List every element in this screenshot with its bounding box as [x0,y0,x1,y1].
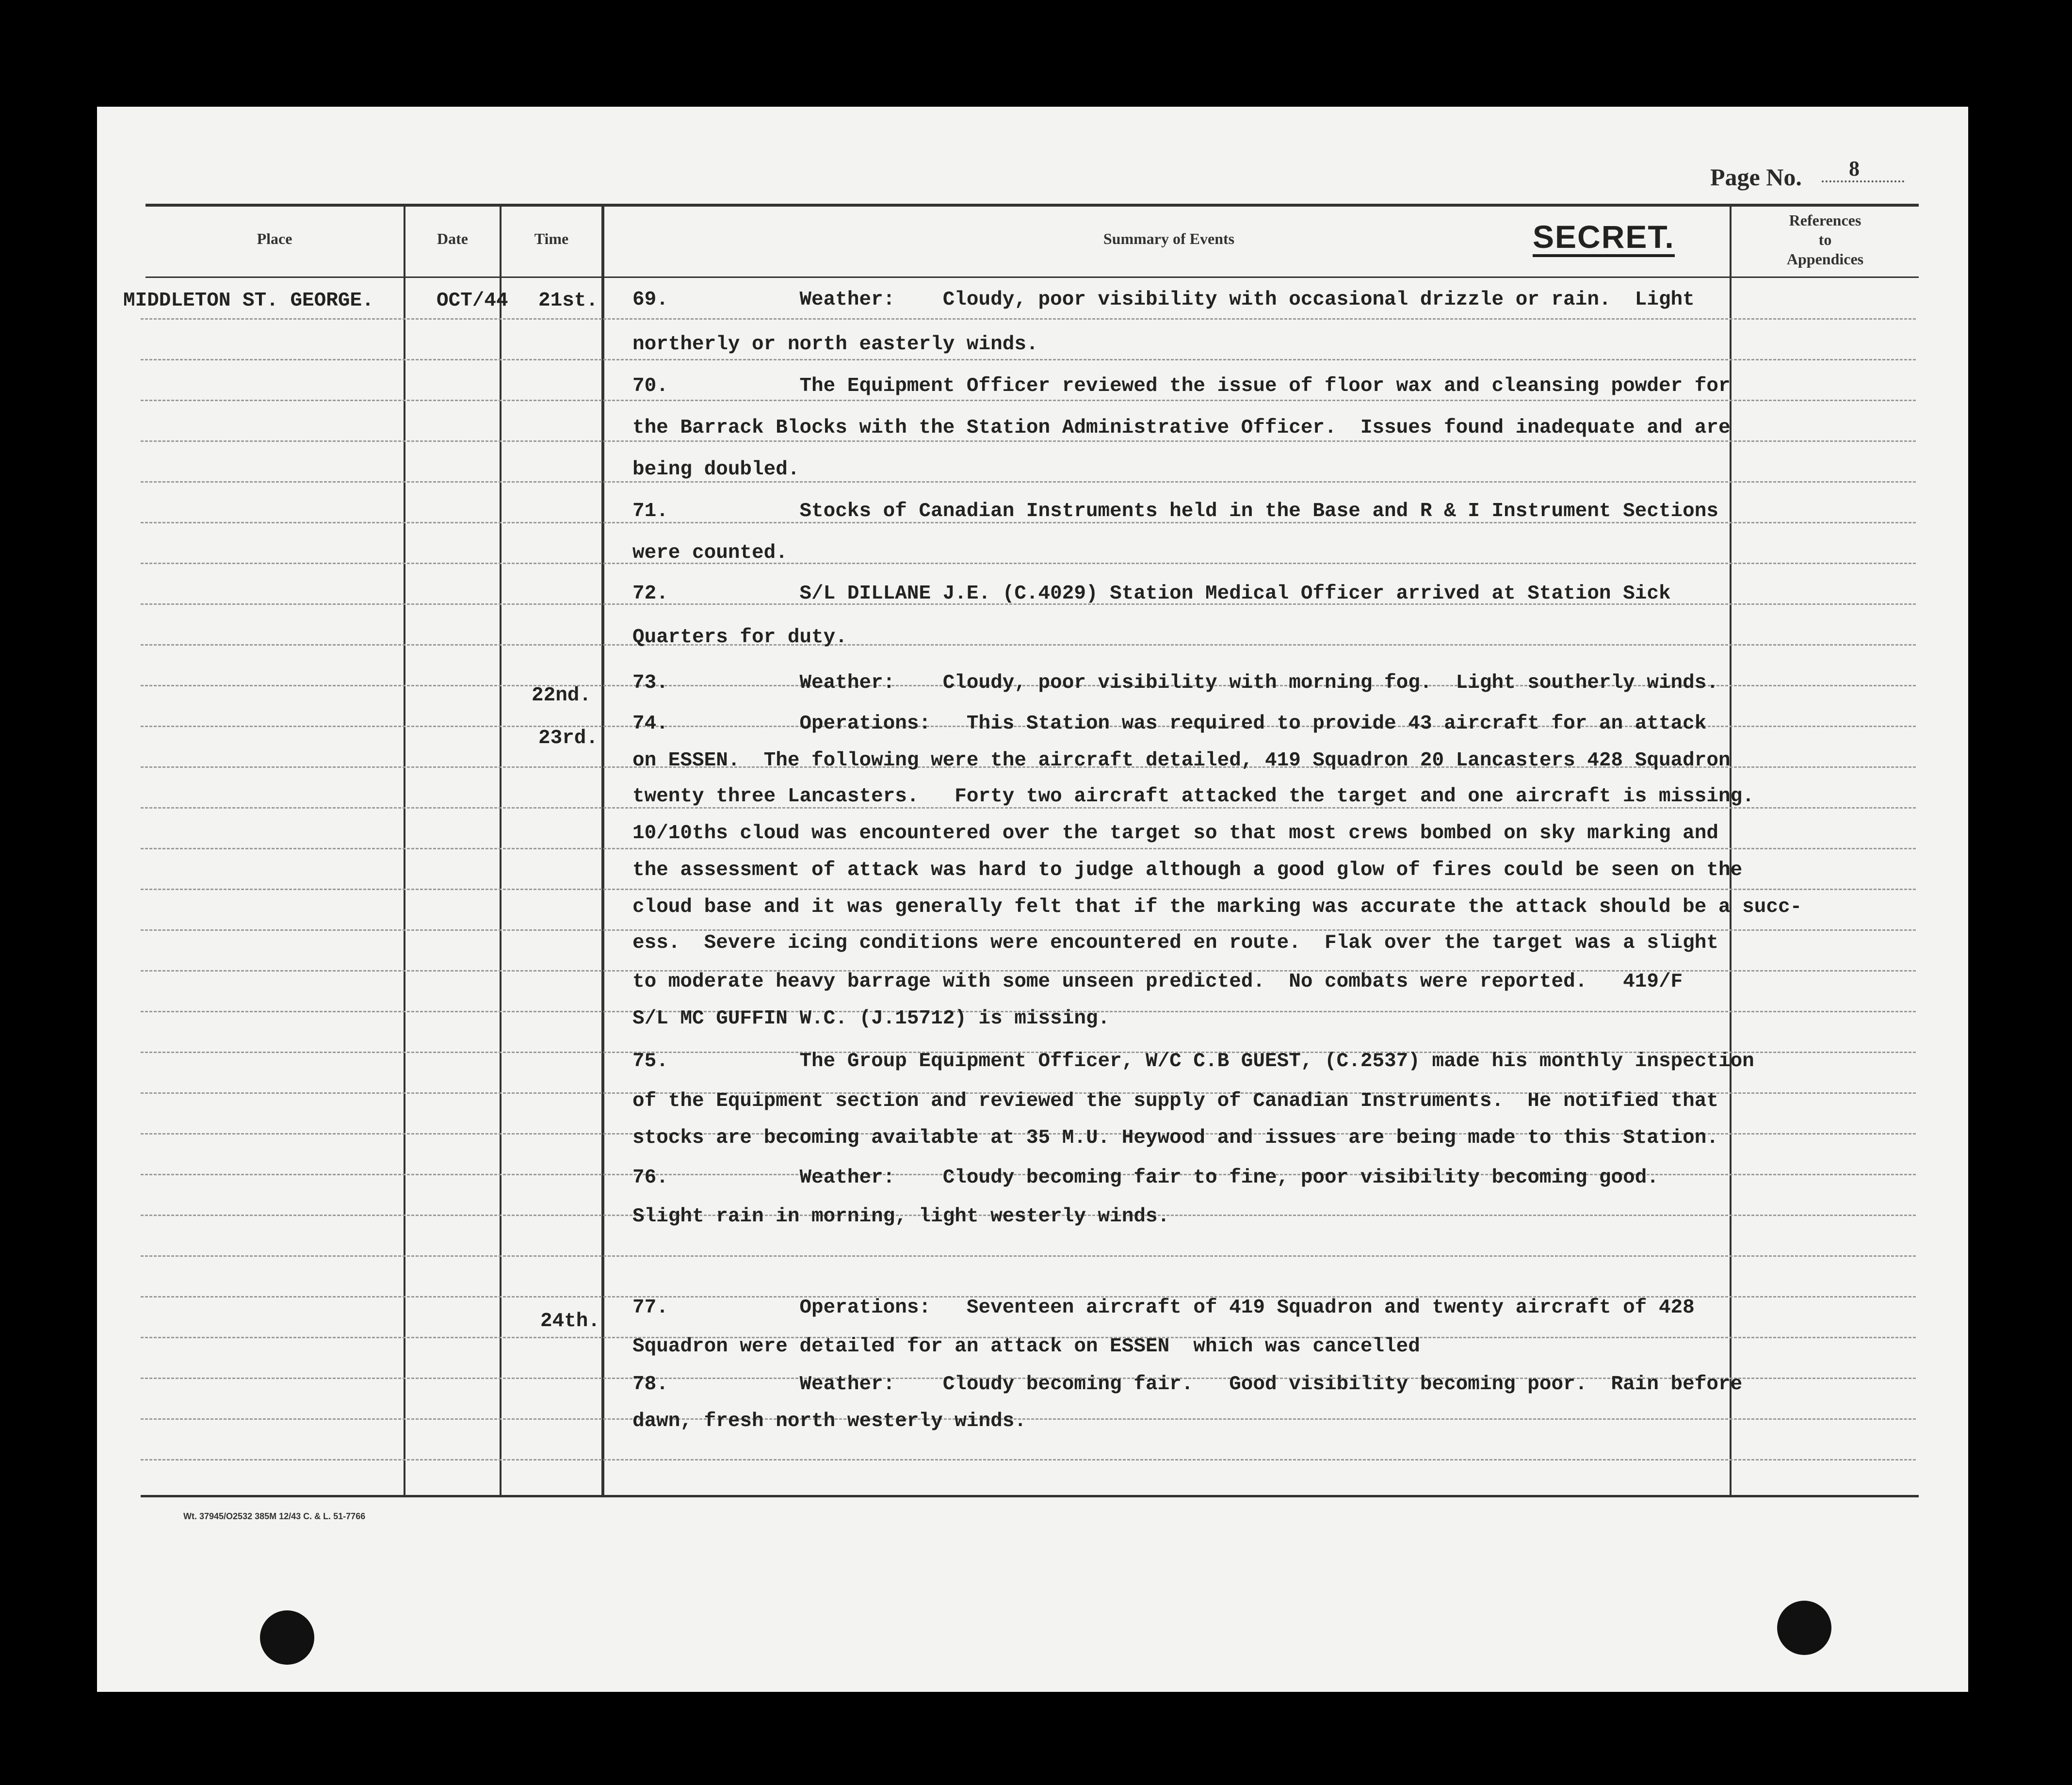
summary-line: ess. Severe icing conditions were encountered en route. Flak over the target was a slight [632,932,1718,954]
ruled-line [141,644,1916,646]
summary-line: the assessment of attack was hard to judge although a good glow of fires could be seen on the [632,859,1743,881]
ruled-line [141,400,1916,401]
ruled-line [141,481,1916,483]
header-summary: Summary of Events [1103,230,1235,247]
time-cell-21st: 21st. [538,290,599,312]
header-place: Place [257,230,292,247]
time-cell-24th: 24th. [540,1310,600,1332]
summary-line: cloud base and it was generally felt that if the marking was accurate the attack should be a succ- [632,896,1802,918]
summary-line: being doubled. [632,458,800,481]
secret-stamp: SECRET. [1533,219,1675,257]
header-references-line-1: References [1789,211,1862,229]
binder-hole-left [260,1610,314,1665]
date-cell: OCT/44 [437,290,508,312]
summary-line: 76. Weather: Cloudy becoming fair to fine, poor visibility becoming good. [632,1167,1659,1189]
summary-line: 74. Operations: This Station was required to provide 43 aircraft for an attack [632,713,1707,735]
summary-line: stocks are becoming available at 35 M.U. Heywood and issues are being made to this Station. [632,1127,1718,1149]
summary-line: S/L MC GUFFIN W.C. (J.15712) is missing. [632,1007,1110,1030]
ruled-line [141,1459,1916,1460]
ruled-line [141,848,1916,849]
column-divider-date [404,204,405,1495]
page-number-underline [1822,180,1904,182]
summary-line: on ESSEN. The following were the aircraft detailed, 419 Squadron 20 Lancasters 428 Squadron [632,749,1731,772]
ruled-line [141,1418,1916,1420]
header-date: Date [437,230,468,247]
ruled-line [141,318,1916,320]
place-cell: MIDDLETON ST. GEORGE. [123,290,374,312]
ruled-line [141,889,1916,890]
time-cell-22nd: 22nd. [532,684,592,707]
table-bottom-rule [141,1495,1919,1497]
header-references [1732,211,1919,269]
ruled-line [141,440,1916,442]
header-references-line-2: to [1818,231,1832,248]
summary-line: 78. Weather: Cloudy becoming fair. Good visibility becoming poor. Rain before [632,1373,1743,1396]
summary-line: 10/10ths cloud was encountered over the target so that most crews bombed on sky marking and [632,822,1718,844]
summary-line: 73. Weather: Cloudy, poor visibility with morning fog. Light southerly winds. [632,672,1718,694]
ruled-line [141,563,1916,564]
ruled-line [141,1255,1916,1257]
summary-line: to moderate heavy barrage with some unseen predicted. No combats were reported. 419/F [632,971,1683,993]
header-references-line-3: Appendices [1786,250,1864,268]
summary-line: 70. The Equipment Officer reviewed the issue of floor wax and cleansing powder for [632,375,1731,397]
summary-line: Quarters for duty. [632,626,847,649]
summary-line: 71. Stocks of Canadian Instruments held in the Base and R & I Instrument Sections [632,500,1718,522]
binder-hole-right [1777,1601,1831,1655]
summary-line: 69. Weather: Cloudy, poor visibility with occasional drizzle or rain. Light [632,289,1695,311]
summary-line: 75. The Group Equipment Officer, W/C C.B GUEST, (C.2537) made his monthly inspection [632,1050,1754,1072]
time-cell-23rd: 23rd. [538,727,599,749]
summary-line: were counted. [632,542,788,564]
summary-line: twenty three Lancasters. Forty two aircraft attacked the target and one aircraft is missing. [632,785,1754,808]
summary-line: northerly or north easterly winds. [632,333,1038,356]
column-divider-summary [601,204,604,1495]
summary-line: 77. Operations: Seventeen aircraft of 419 Squadron and twenty aircraft of 428 [632,1297,1695,1319]
page-number-label: Page No. [1710,163,1802,191]
summary-line: dawn, fresh north westerly winds. [632,1410,1026,1432]
page-number: 8 [1849,157,1860,180]
ruled-line [141,929,1916,931]
summary-line: the Barrack Blocks with the Station Administrative Officer. Issues found inadequate and are [632,417,1731,439]
summary-line: 72. S/L DILLANE J.E. (C.4029) Station Medical Officer arrived at Station Sick [632,583,1671,605]
header-bottom-rule [146,276,1919,278]
summary-line: of the Equipment section and reviewed the supply of Canadian Instruments. He notified that [632,1090,1718,1112]
summary-line: Squadron were detailed for an attack on ESSEN which was cancelled [632,1335,1420,1358]
table-top-rule [146,204,1919,207]
summary-line: Slight rain in morning, light westerly winds. [632,1205,1170,1228]
header-time: Time [534,230,569,247]
form-footer: Wt. 37945/O2532 385M 12/43 C. & L. 51-7766 [183,1511,366,1521]
column-divider-time [500,204,502,1495]
ruled-line [141,359,1916,360]
